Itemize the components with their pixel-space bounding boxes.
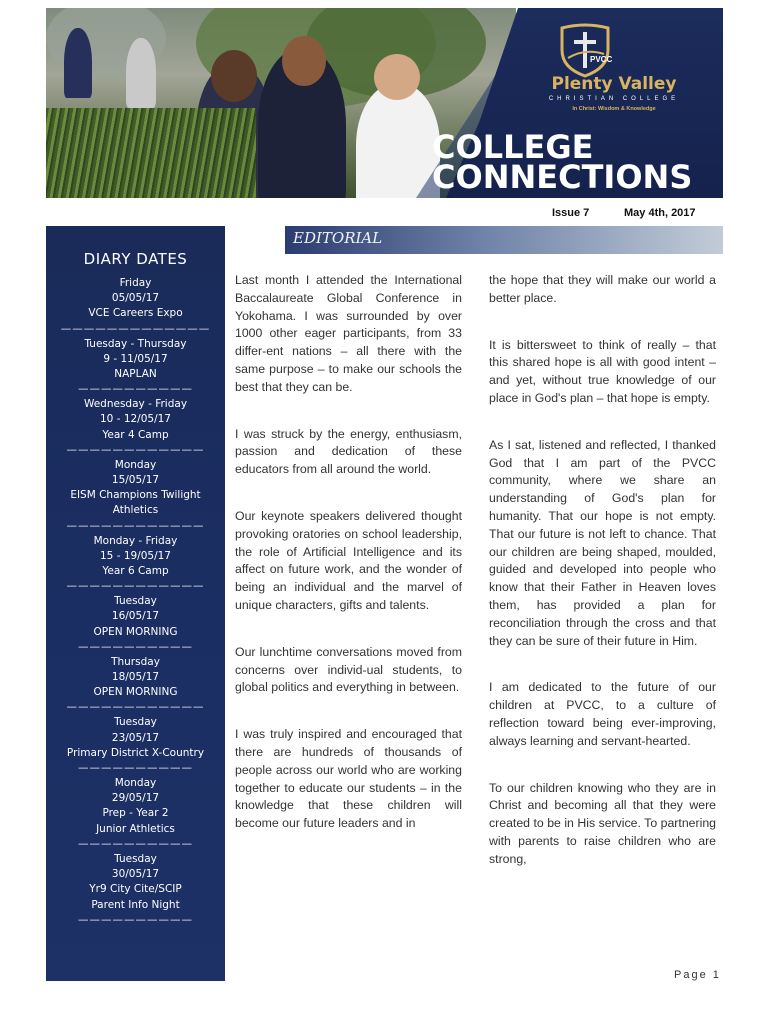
editorial-heading-bar <box>285 226 723 254</box>
issue-number: Issue 7 <box>552 207 590 219</box>
diary-entry-line: EISM Champions Twilight <box>70 489 201 502</box>
editorial-paragraph: To our children knowing who they are in Christ and becoming all that they were created to be in His service. To partnering with parents to raise children who are strong, <box>489 780 716 866</box>
college-subtitle: CHRISTIAN COLLEGE <box>548 96 680 102</box>
diary-entry <box>46 337 225 398</box>
diary-entry <box>46 852 225 928</box>
diary-dates-sidebar <box>46 226 225 981</box>
diary-entry-line: Junior Athletics <box>96 822 175 835</box>
title-line-1: COLLEGE <box>432 128 594 166</box>
masthead-banner <box>46 8 723 198</box>
diary-entry-line: Yr9 City Cite/SCIP <box>89 883 182 896</box>
diary-separator: —————————— <box>78 837 193 850</box>
college-motto: In Christ: Wisdom & Knowledge <box>572 106 656 112</box>
editorial-paragraph: I was struck by the energy, enthusiasm, passion and dedication of these educators from all around the world. <box>235 426 462 477</box>
diary-separator: —————————— <box>78 913 193 926</box>
diary-entry-line: 15 - 19/05/17 <box>100 549 171 562</box>
diary-entry-line: Wednesday - Friday <box>83 398 188 411</box>
editorial-column-1 <box>235 272 462 862</box>
diary-entry-line: VCE Careers Expo <box>88 307 183 320</box>
editorial-paragraph: Our lunchtime conversations moved from concerns over individ-ual students, to global politics and everything in between. <box>235 644 462 695</box>
page-number: Page 1 <box>674 969 721 981</box>
crest-abbrev: PVCC <box>590 55 613 64</box>
diary-dates-title: DIARY DATES <box>83 250 188 268</box>
diary-entry-line: Year 4 Camp <box>102 428 169 441</box>
diary-entry-line: 29/05/17 <box>111 792 160 805</box>
diary-entry-line: 23/05/17 <box>111 731 160 744</box>
editorial-paragraph: Last month I attended the International Baccalaureate Global Conference in Yokohama. I was surrounded by over 1000 other eager participants, from 33 differ-ent nations – all there with the same purpose – to make our schools the best that they can be. <box>235 273 462 394</box>
diary-entry-line: 05/05/17 <box>111 292 160 305</box>
diary-entry-line: 30/05/17 <box>111 868 160 881</box>
issue-date: May 4th, 2017 <box>624 207 696 219</box>
newsletter-title <box>432 128 722 196</box>
diary-entry <box>46 715 225 776</box>
college-name: Plenty Valley <box>551 74 677 94</box>
grass-foreground <box>46 108 256 198</box>
diary-entry-line: Tuesday <box>114 852 157 865</box>
diary-entry-line: NAPLAN <box>114 368 157 381</box>
editorial-column-2 <box>489 272 716 898</box>
diary-entry-line: Monday <box>114 777 157 790</box>
editorial-paragraph: the hope that they will make our world a better place. <box>489 273 716 305</box>
editorial-paragraph: I was truly inspired and encouraged that there are hundreds of thousands of people across our world who are working together to educate our students – in the knowledge that these children will become our future leaders and in <box>235 727 462 831</box>
diary-list <box>46 276 225 928</box>
diary-entry <box>46 776 225 852</box>
diary-entry-line: 9 - 11/05/17 <box>103 352 168 365</box>
diary-entry-line: OPEN MORNING <box>93 686 178 699</box>
diary-entry <box>46 458 225 534</box>
diary-entry-line: Tuesday <box>114 716 157 729</box>
diary-entry <box>46 594 225 655</box>
editorial-paragraph: I am dedicated to the future of our children at PVCC, to a culture of reflection toward being ever-improving, always learning and servant-hearted. <box>489 680 716 748</box>
diary-entry-line: Monday - Friday <box>93 534 178 547</box>
diary-entry-line: Primary District X-Country <box>66 746 205 759</box>
diary-separator: ————————————— <box>60 322 211 335</box>
diary-entry-line: Year 6 Camp <box>102 565 169 578</box>
diary-entry <box>46 276 225 337</box>
diary-entry-line: Athletics <box>112 504 159 517</box>
diary-entry-line: Thursday <box>111 655 160 668</box>
editorial-paragraph: As I sat, listened and reflected, I thanked God that I am part of the PVCC community, where we share an understanding of God's plan for humanity. That our hope is not empty. That our future is not left to chance. That our children are being shaped, moulded, guided and developed into people who know that their Father in Heaven loves them, has provided a plan for reconciliation through the cross and that they can be sure of their future in Him. <box>489 437 716 648</box>
diary-separator: ———————————— <box>66 580 205 593</box>
diary-entry-line: 18/05/17 <box>111 671 160 684</box>
diary-separator: —————————— <box>78 640 193 653</box>
diary-entry <box>46 655 225 716</box>
diary-entry-line: 16/05/17 <box>111 610 160 623</box>
diary-separator: —————————— <box>78 383 193 396</box>
diary-entry-line: Friday <box>119 277 152 289</box>
diary-entry-line: Tuesday - Thursday <box>84 337 187 350</box>
diary-entry-line: 10 - 12/05/17 <box>100 413 171 426</box>
diary-separator: ———————————— <box>66 519 205 532</box>
college-crest-icon <box>556 22 614 78</box>
editorial-paragraph: It is bittersweet to think of really – that this shared hope is all with good intent – and yet, without true knowledge of our place in God's plan – that hope is empty. <box>489 337 716 405</box>
diary-entry-line: Parent Info Night <box>91 898 180 911</box>
diary-separator: ———————————— <box>66 443 205 456</box>
diary-entry <box>46 397 225 458</box>
title-line-2: CONNECTIONS <box>432 158 693 196</box>
diary-separator: ———————————— <box>66 701 205 714</box>
diary-separator: —————————— <box>78 762 193 775</box>
diary-entry-line: OPEN MORNING <box>93 625 178 638</box>
diary-entry <box>46 534 225 595</box>
diary-entry-line: Monday <box>114 458 157 471</box>
diary-entry-line: Prep - Year 2 <box>102 807 169 820</box>
diary-entry-line: Tuesday <box>114 595 157 608</box>
editorial-paragraph: Our keynote speakers delivered thought provoking oratories on school leadership, the role of Artificial Intelligence and its affect on future work, and the wonder of being an individual and the marvel of unique characters, gifts and talents. <box>235 508 462 612</box>
diary-entry-line: 15/05/17 <box>111 474 160 487</box>
editorial-heading: EDITORIAL <box>293 229 383 247</box>
